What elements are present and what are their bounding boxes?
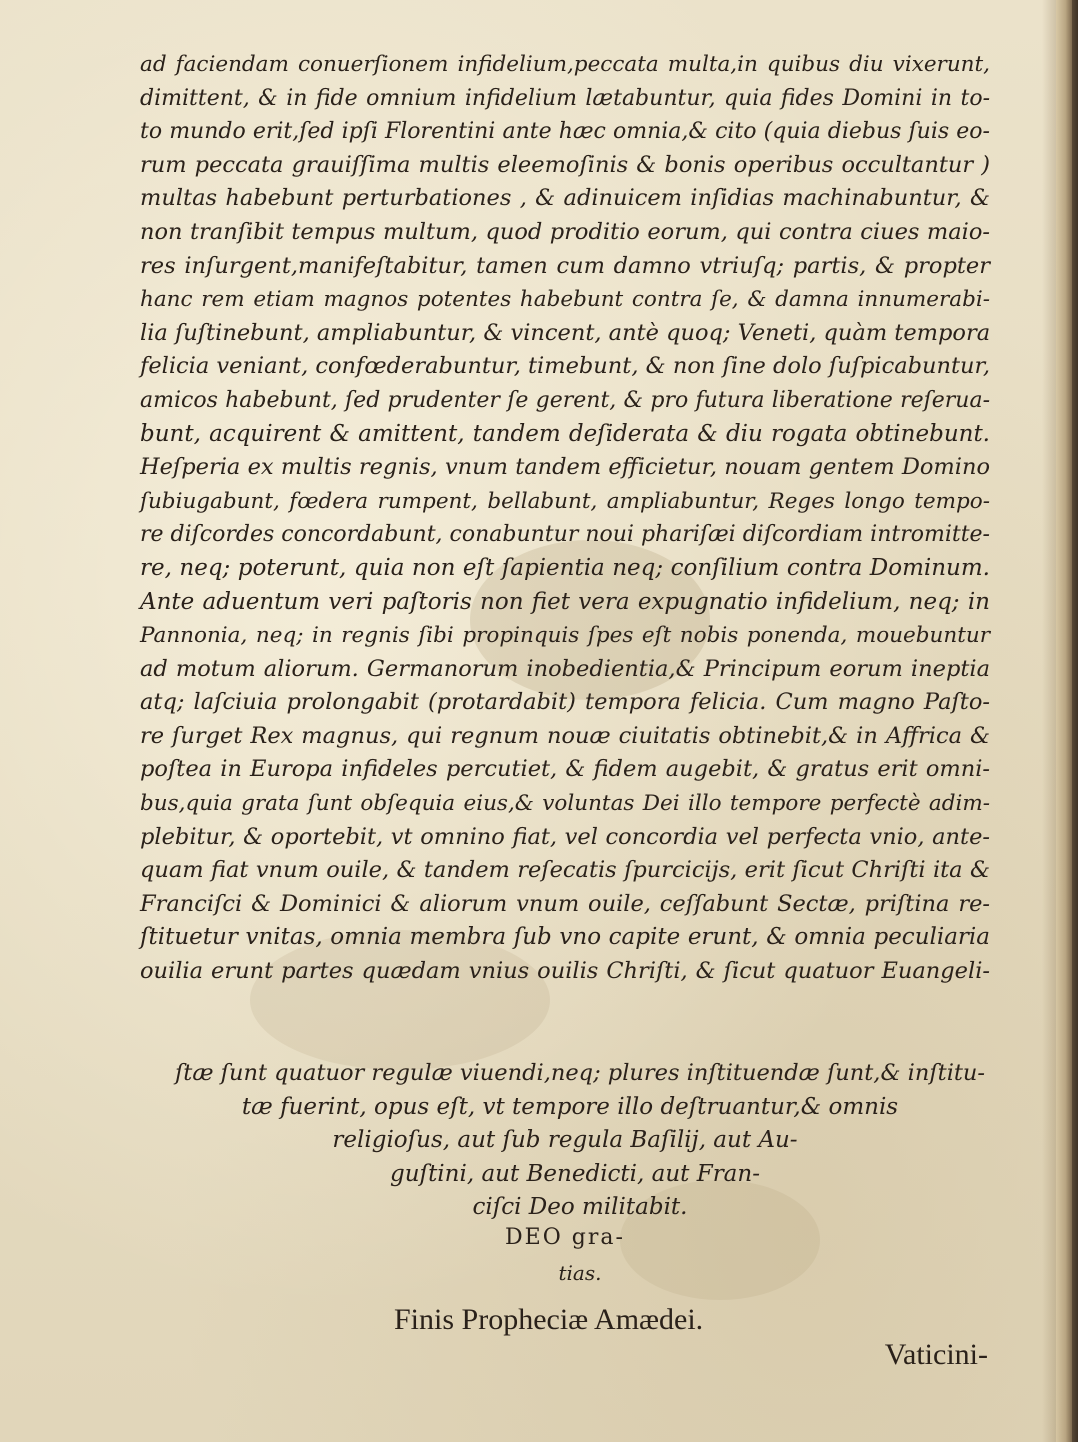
catchword: Vaticini-	[884, 1338, 988, 1371]
text-line: rum peccata grauiſſima multis eleemoſinis & bonis operibus occultantur )	[140, 151, 990, 178]
text-line: hanc rem etiam magnos potentes habebunt contra ſe, & damna innumerabi-	[140, 287, 990, 313]
deo-gratias-line2	[140, 1261, 990, 1285]
text-line: ſtituetur vnitas, omnia membra ſub vno capite erunt, & omnia peculiaria	[140, 924, 990, 951]
tapered-line: religioſus, aut ſub regula Baſilij, aut Au-	[332, 1127, 798, 1154]
text-line: multas habebunt perturbationes , & adinuicem inſidias machinabuntur, &	[140, 185, 990, 212]
deo-gratias-text: tias.	[558, 1261, 602, 1285]
text-line: plebitur, & oportebit, vt omnino fiat, vel concordia vel perfecta vnio, ante-	[140, 823, 990, 850]
text-line: res inſurgent,manifeſtabitur, tamen cum damno vtriuſq; partis, & propter	[140, 252, 990, 279]
tapered-line: ſtæ ſunt quatuor regulæ viuendi,neq; plures inſtituendæ ſunt,& inſtitu-	[174, 1060, 986, 1086]
next-page-edge	[1056, 0, 1072, 1442]
text-line: re, neq; poterunt, quia non eſt ſapientia neq; conſilium contra Dominum.	[140, 554, 990, 581]
text-line: bunt, acquirent & amittent, tandem deſiderata & diu rogata obtinebunt.	[140, 420, 990, 447]
deo-gratias-line1	[140, 1225, 990, 1250]
text-line: atq; laſciuia prolongabit (protardabit) tempora felicia. Cum magno Paſto-	[140, 689, 990, 716]
text-line: lia ſuſtinebunt, ampliabuntur, & vincent, antè quoq; Veneti, quàm tempora	[140, 319, 991, 346]
text-line: bus,quia grata ſunt obſequia eius,& voluntas Dei illo tempore perfectè adim-	[140, 791, 990, 817]
text-line: Franciſci & Dominici & aliorum vnum ouile, ceſſabunt Sectæ, priſtina re-	[140, 890, 990, 917]
text-line: ſubiugabunt, fœdera rumpent, bellabunt, ampliabuntur, Reges longo tempo-	[140, 488, 990, 514]
deo-gratias-text: DEO gra-	[505, 1225, 625, 1250]
text-line: re ſurget Rex magnus, qui regnum nouæ ciuitatis obtinebit,& in Affrica &	[140, 722, 990, 749]
text-line: felicia veniant, confœderabuntur, timebunt, & non ſine dolo ſuſpicabuntur,	[140, 353, 990, 380]
tapered-line: tæ fuerint, opus eſt, vt tempore illo deſtruantur,& omnis	[241, 1093, 899, 1120]
text-line: Ante aduentum veri paſtoris non fiet vera expugnatio infidelium, neq; in	[140, 588, 990, 615]
text-line: poſtea in Europa infideles percutiet, & fidem augebit, & gratus erit omni-	[140, 756, 990, 783]
text-line: dimittent, & in fide omnium infidelium lætabuntur, quia fides Domini in to-	[140, 85, 990, 111]
text-line: Pannonia, neq; in regnis ſibi propinquis ſpes eſt nobis ponenda, mouebuntur	[140, 623, 990, 649]
text-line: non tranſibit tempus multum, quod proditio eorum, qui contra ciues maio-	[140, 218, 990, 245]
text-line: quam fiat vnum ouile, & tandem reſecatis ſpurcicijs, erit ſicut Chriſti ita &	[140, 857, 990, 884]
text-line: Heſperia ex multis regnis, vnum tandem efficietur, nouam gentem Domino	[140, 454, 990, 481]
text-line: to mundo erit,ſed ipſi Florentini ante hæc omnia,& cito (quia diebus ſuis eo-	[140, 119, 990, 145]
text-line: amicos habebunt, ſed prudenter ſe gerent, & pro futura liberatione reſerua-	[140, 387, 990, 413]
body-text	[140, 48, 990, 989]
text-line: ouilia erunt partes quædam vnius ouilis Chriſti, & ſicut quatuor Euangeli-	[140, 958, 990, 985]
text-line: ad faciendam conuerſionem infidelium,peccata multa,in quibus diu vixerunt,	[140, 52, 990, 77]
tapered-ending	[140, 1057, 990, 1225]
finis-heading: Finis Propheciæ Amædei.	[394, 1303, 704, 1336]
tapered-line: guſtini, aut Benedicti, aut Fran-	[390, 1160, 760, 1187]
text-line: re diſcordes concordabunt, conabuntur noui phariſæi diſcordiam intromitte-	[140, 522, 990, 548]
tapered-line: ciſci Deo militabit.	[472, 1194, 688, 1221]
text-line: ad motum aliorum. Germanorum inobedientia,& Principum eorum ineptia	[140, 655, 990, 682]
